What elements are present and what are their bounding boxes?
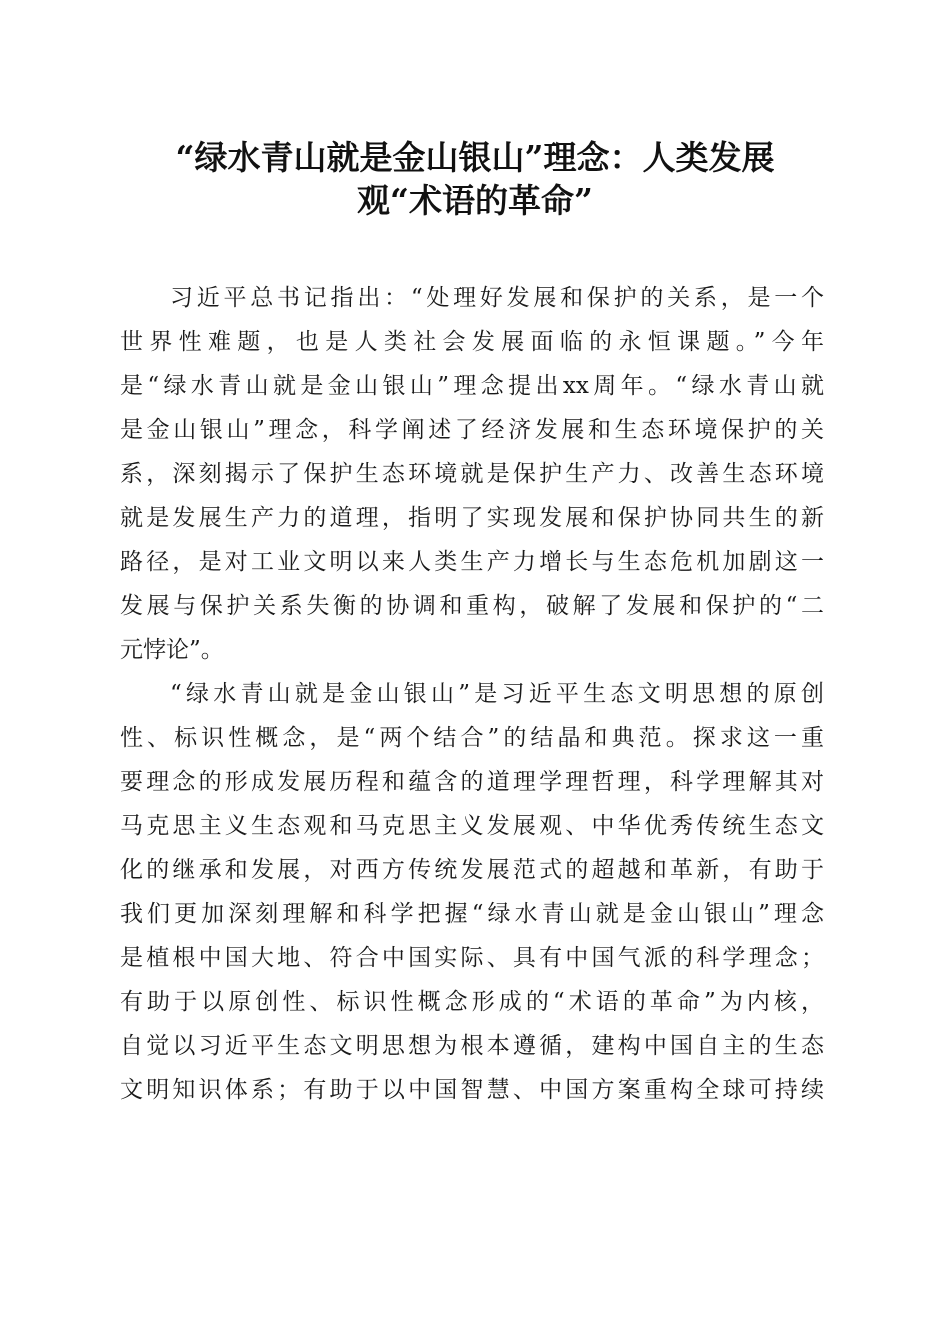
- paragraph-line: 是“绿水青山就是金山银山”理念提出xx周年。“绿水青山就: [120, 373, 824, 399]
- paragraph-line: 我们更加深刻理解和科学把握“绿水青山就是金山银山”理念: [120, 901, 824, 927]
- paragraph-line: 化的继承和发展，对西方传统发展范式的超越和革新，有助于: [120, 857, 824, 883]
- paragraph-line: 世界性难题，也是人类社会发展面临的永恒课题。”今年: [120, 329, 824, 355]
- paragraph-line: 系，深刻揭示了保护生态环境就是保护生产力、改善生态环境: [120, 461, 824, 487]
- paragraph-line: 马克思主义生态观和马克思主义发展观、中华优秀传统生态文: [120, 813, 824, 839]
- document-title: [120, 136, 830, 222]
- title-line-2: 观“术语的革命”: [357, 181, 593, 220]
- paragraph-line: 文明知识体系；有助于以中国智慧、中国方案重构全球可持续: [120, 1077, 824, 1103]
- paragraph-line: 发展与保护关系失衡的协调和重构，破解了发展和保护的“二: [120, 593, 824, 619]
- document-body: [120, 276, 824, 1112]
- paragraph-line: “绿水青山就是金山银山”是习近平生态文明思想的原创: [170, 681, 824, 707]
- paragraph-line: 元悖论”。: [120, 637, 224, 663]
- paragraph-line: 有助于以原创性、标识性概念形成的“术语的革命”为内核，: [120, 989, 824, 1015]
- paragraph-line: 性、标识性概念，是“两个结合”的结晶和典范。探求这一重: [120, 725, 824, 751]
- title-line-1: “绿水青山就是金山银山”理念：人类发展: [175, 138, 775, 177]
- paragraph-line: 是植根中国大地、符合中国实际、具有中国气派的科学理念；: [120, 945, 824, 971]
- paragraph-line: 自觉以习近平生态文明思想为根本遵循，建构中国自主的生态: [120, 1033, 824, 1059]
- paragraph-1: [120, 276, 824, 672]
- paragraph-line: 就是发展生产力的道理，指明了实现发展和保护协同共生的新: [120, 505, 824, 531]
- paragraph-2: [120, 672, 824, 1112]
- paragraph-line: 是金山银山”理念，科学阐述了经济发展和生态环境保护的关: [120, 417, 824, 443]
- paragraph-line: 习近平总书记指出：“处理好发展和保护的关系，是一个: [170, 285, 824, 311]
- paragraph-line: 路径，是对工业文明以来人类生产力增长与生态危机加剧这一: [120, 549, 824, 575]
- paragraph-line: 要理念的形成发展历程和蕴含的道理学理哲理，科学理解其对: [120, 769, 824, 795]
